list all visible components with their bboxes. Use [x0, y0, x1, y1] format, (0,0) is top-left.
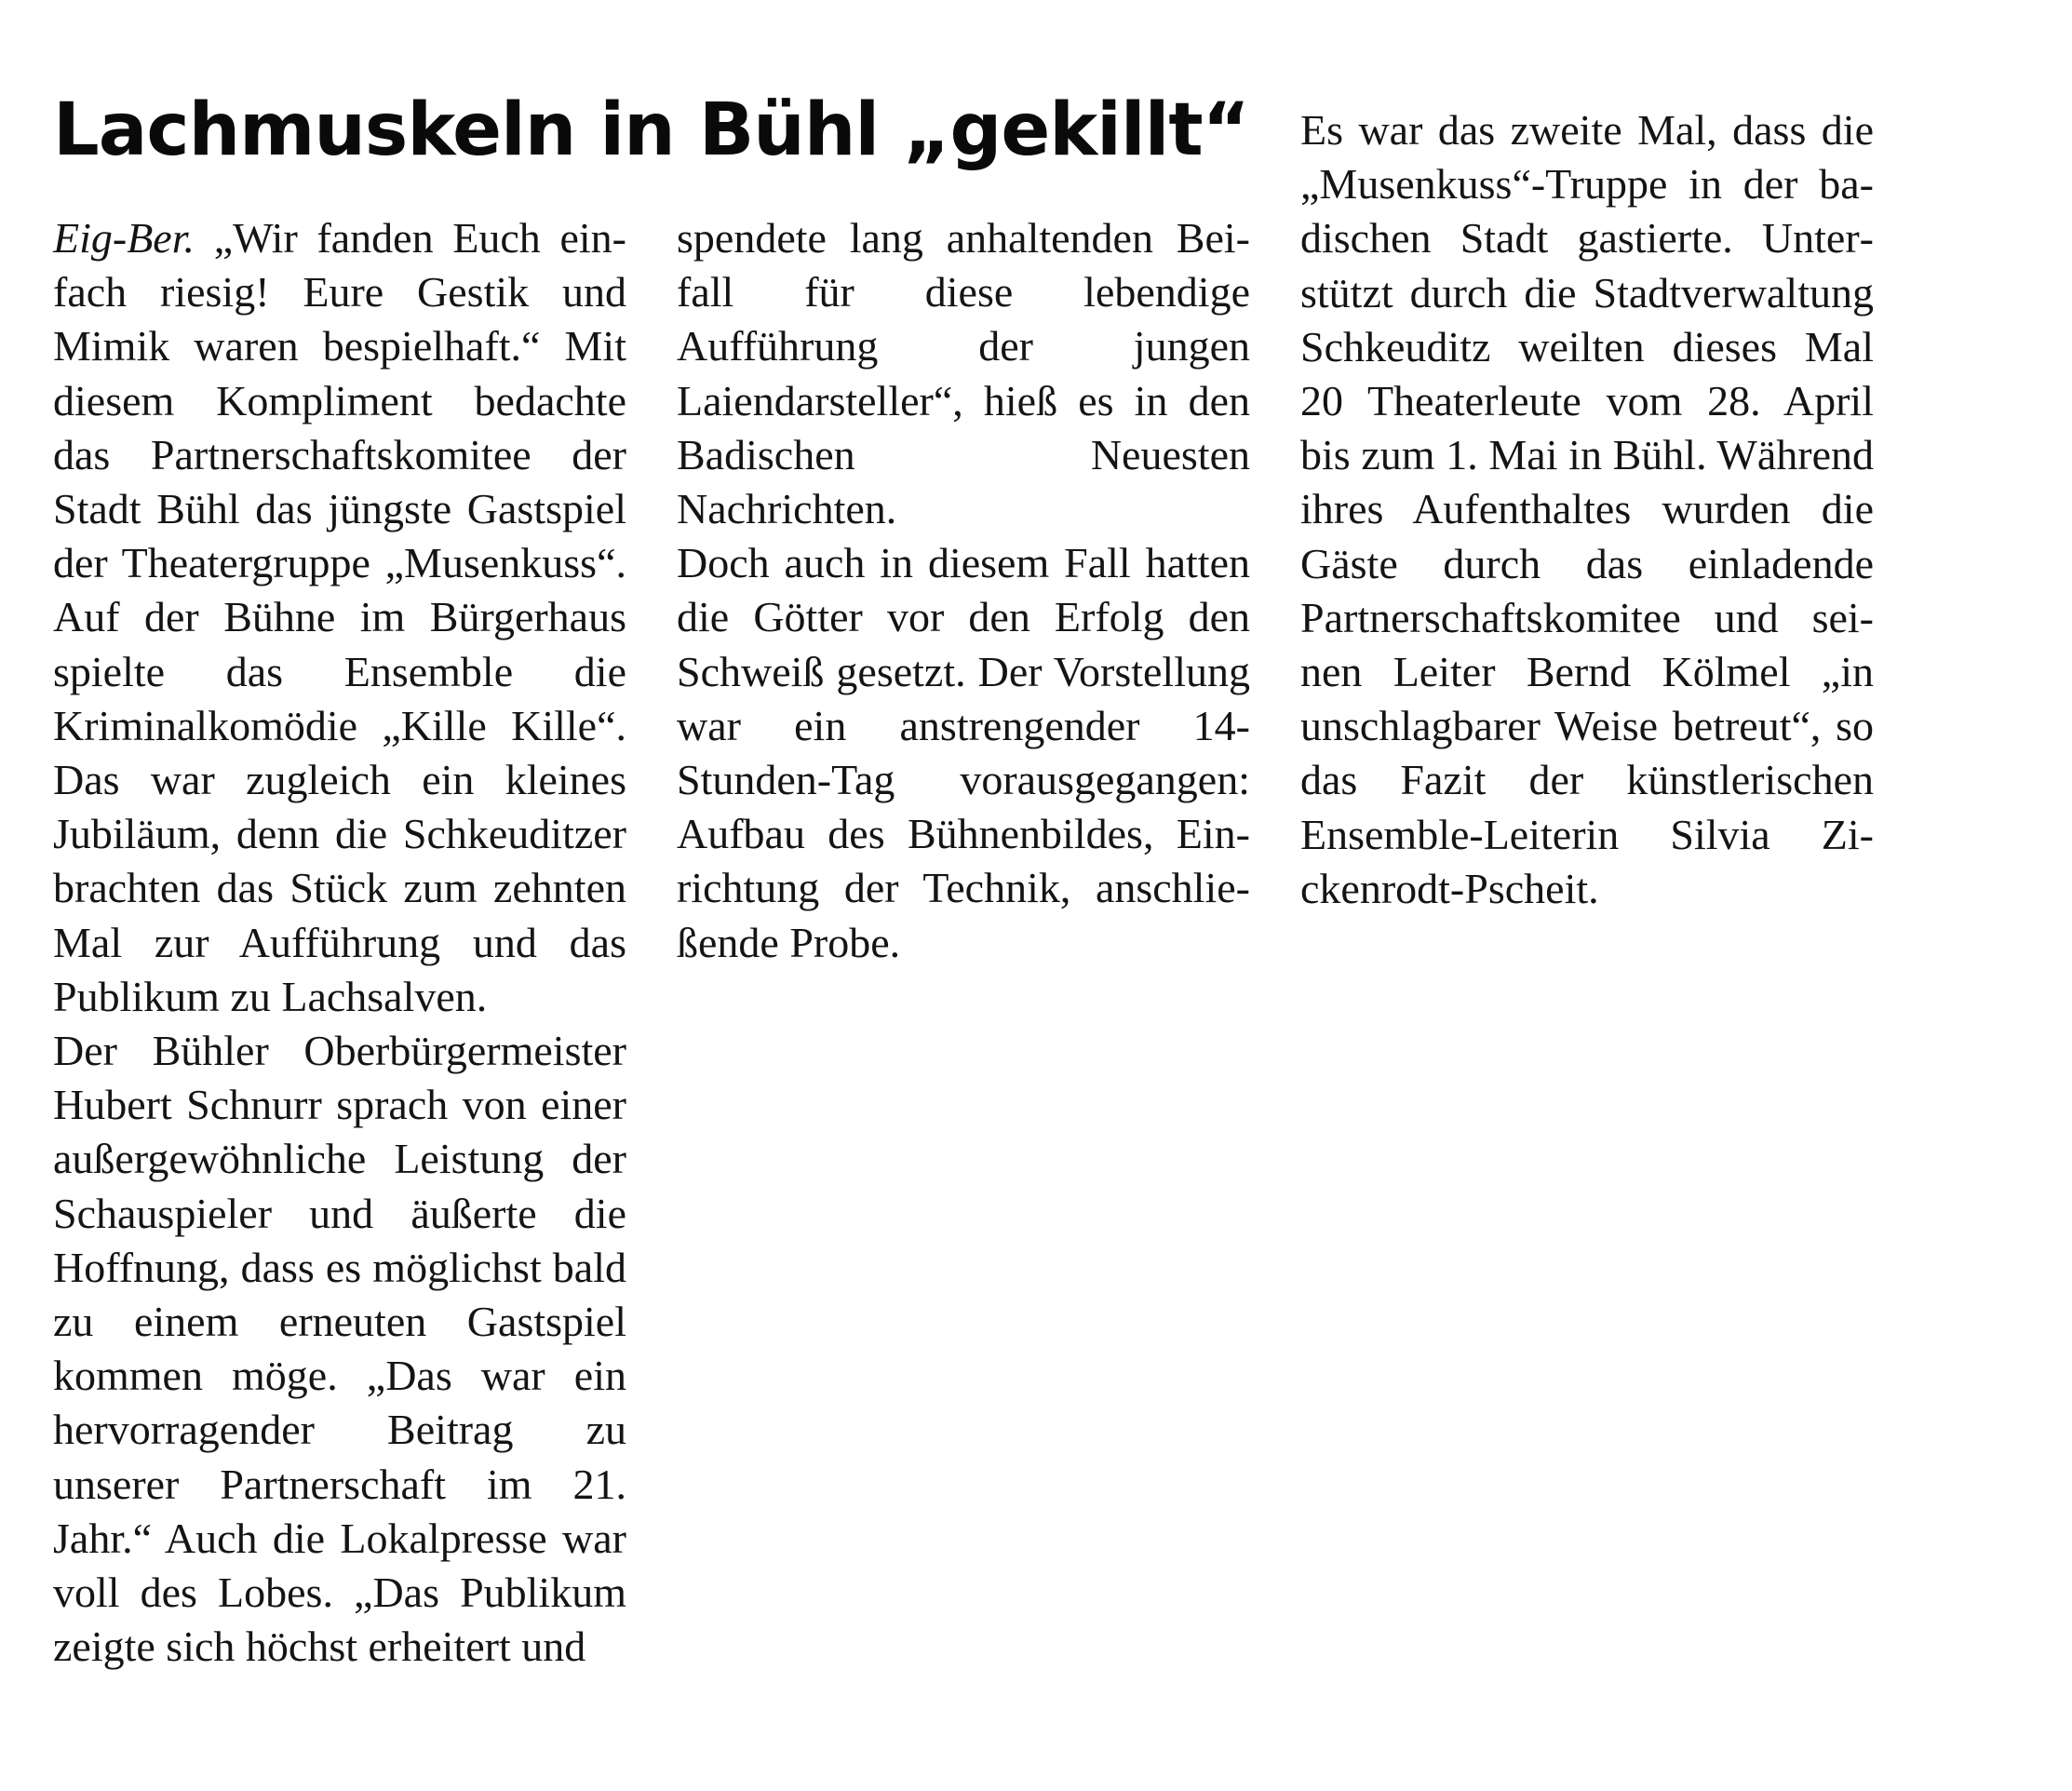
column-3 [1300, 103, 1874, 916]
paragraph-intro-text: „Wir fanden Euch einfach riesig! Eure Gestik und Mimik waren bespielhaft.“ Mit diesem Kompliment bedachte das Partnerschaftskomitee der Stadt Bühl das jüngste Gastspiel der Theatergruppe „Musenkuss“. Auf der Bühne im Bürgerhaus spielte das Ensemble die Kriminalkomödie „Kille Kille“. Das war zugleich ein kleines Jubiläum, denn die Schkeuditzer brachten das Stück zum zehnten Mal zur Aufführung und das Publikum zu Lachsalven. [53, 214, 626, 1020]
byline: Eig-Ber. [53, 214, 195, 262]
paragraph-preparation: Doch auch in diesem Fall hatten die Götter vor den Erfolg den Schweiß gesetzt. Der Vorstellung war ein anstrengender 14-Stunden-Tag vorausgegangen: Aufbau des Bühnenbildes, Einrichtung der Technik, anschließende Probe. [677, 539, 1250, 966]
column-2 [677, 211, 1250, 970]
headline: Lachmuskeln in Bühl „gekillt“ [53, 88, 1249, 172]
paragraph-visit: Es war das zweite Mal, dass die „Musenkuss“-Truppe in der badischen Stadt gastierte. Unterstützt durch die Stadtverwaltung Schkeuditz weilten dieses Mal 20 Theaterleute vom 28. April bis zum 1. Mai in Bühl. Während ihres Aufenthaltes wurden die Gäste durch das einladende Partnerschaftskomitee und seinen Leiter Bernd Kölmel „in unschlagbarer Weise betreut“, so das Fazit der künstlerischen Ensemble-Leiterin Silvia Zickenrodt-Pscheit. [1300, 106, 1874, 912]
paragraph-intro [53, 211, 626, 1024]
paragraph-press: spendete lang anhaltenden Beifall für diese lebendige Aufführung der jungen Laiendarsteller“, hieß es in den Badischen Neuesten Nachrichten. [677, 214, 1250, 533]
paragraph-mayor: Der Bühler Oberbürgermeister Hubert Schnurr sprach von einer außergewöhnliche Leistung der Schauspieler und äußerte die Hoffnung, dass es möglichst bald zu einem erneuten Gastspiel kommen möge. „Das war ein hervorragender Beitrag zu unserer Partnerschaft im 21. Jahr.“ Auch die Lokalpresse war voll des Lobes. „Das Publikum zeigte sich höchst erheitert und [53, 1027, 626, 1671]
column-1 [53, 211, 626, 1674]
